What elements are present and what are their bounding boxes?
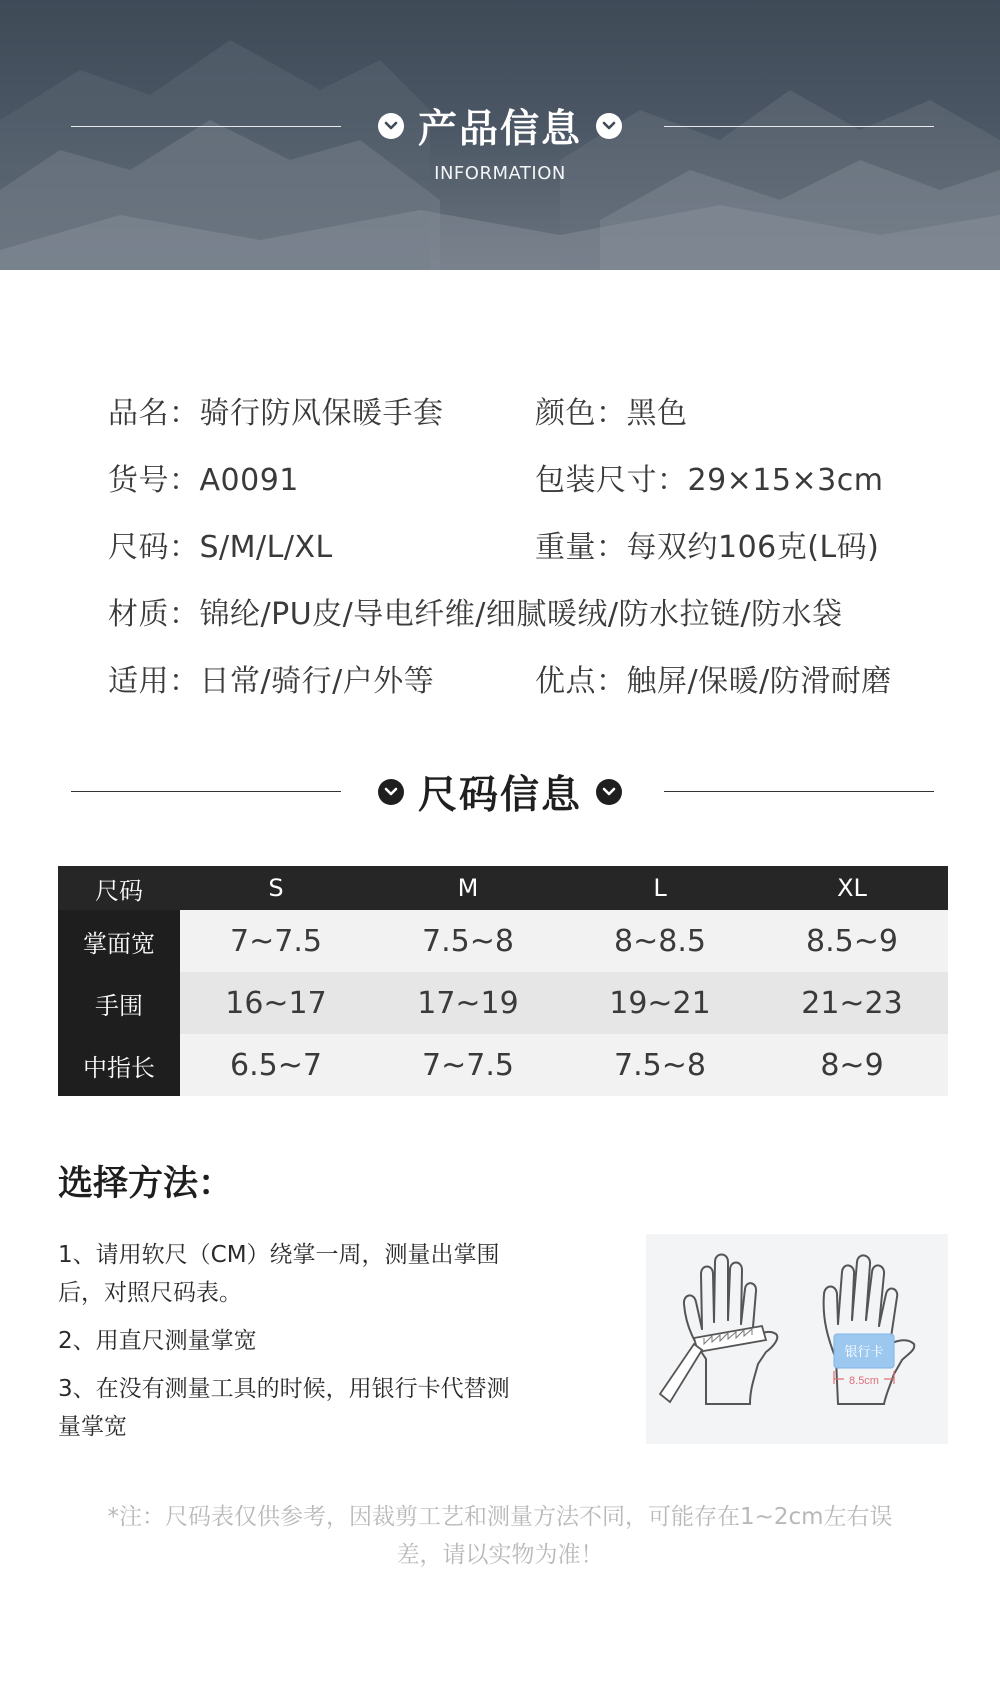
card-measure-label: 8.5cm xyxy=(849,1375,879,1387)
chevron-down-icon xyxy=(596,779,622,805)
table-cell: 6.5~7 xyxy=(180,1034,372,1096)
table-cell: 8.5~9 xyxy=(756,910,948,972)
table-cell: 7~7.5 xyxy=(372,1034,564,1096)
product-advantages: 优点：触屏/保暖/防滑耐磨 xyxy=(535,664,892,699)
chevron-down-icon xyxy=(378,779,404,805)
product-name: 品名：骑行防风保暖手套 xyxy=(108,396,444,431)
table-row xyxy=(58,910,948,972)
row-label: 手围 xyxy=(58,972,180,1034)
table-cell: 21~23 xyxy=(756,972,948,1034)
method-step-3: 3、在没有测量工具的时候，用银行卡代替测量掌宽 xyxy=(58,1376,510,1440)
info-banner xyxy=(0,0,1000,270)
table-cell: 8~9 xyxy=(756,1034,948,1096)
table-header-cell: S xyxy=(180,866,372,910)
hand-measurement-illustration xyxy=(646,1234,948,1444)
table-cell: 16~17 xyxy=(180,972,372,1034)
method-title: 选择方法： xyxy=(58,1164,234,1204)
product-sizes: 尺码：S/M/L/XL xyxy=(108,530,333,565)
size-table-header-row xyxy=(58,866,948,910)
banner-title-row xyxy=(0,98,1000,154)
size-disclaimer-note: *注：尺码表仅供参考，因裁剪工艺和测量方法不同，可能存在1~2cm左右误差，请以实物为准！ xyxy=(107,1504,893,1568)
table-header-cell: 尺码 xyxy=(58,866,180,910)
banner-subtitle: INFORMATION xyxy=(434,163,566,184)
bank-card-icon xyxy=(834,1334,894,1368)
table-cell: 7~7.5 xyxy=(180,910,372,972)
product-package-size: 包装尺寸：29×15×3cm xyxy=(535,463,884,498)
table-cell: 8~8.5 xyxy=(564,910,756,972)
method-step-2: 2、用直尺测量掌宽 xyxy=(58,1328,257,1354)
chevron-down-icon xyxy=(596,113,622,139)
product-weight: 重量：每双约106克(L码) xyxy=(535,530,880,565)
tape-measure-icon xyxy=(660,1326,766,1402)
product-item-no: 货号：A0091 xyxy=(108,463,299,498)
bank-card-label: 银行卡 xyxy=(844,1344,884,1359)
table-cell: 7.5~8 xyxy=(564,1034,756,1096)
table-cell: 17~19 xyxy=(372,972,564,1034)
table-row xyxy=(58,1034,948,1096)
product-color: 颜色：黑色 xyxy=(535,396,688,431)
size-chart-table xyxy=(58,866,948,1096)
method-step-1: 1、请用软尺（CM）绕掌一周，测量出掌围后，对照尺码表。 xyxy=(58,1242,500,1306)
size-section-title: 尺码信息 xyxy=(417,773,582,818)
table-header-cell: XL xyxy=(756,866,948,910)
size-title-row xyxy=(0,764,1000,820)
product-material: 材质：锦纶/PU皮/导电纤维/细腻暖绒/防水拉链/防水袋 xyxy=(108,597,843,632)
row-label: 中指长 xyxy=(58,1034,180,1096)
width-marker-icon xyxy=(834,1371,894,1387)
chevron-down-icon xyxy=(378,113,404,139)
table-cell: 7.5~8 xyxy=(372,910,564,972)
row-label: 掌面宽 xyxy=(58,910,180,972)
banner-title: 产品信息 xyxy=(417,107,582,152)
table-header-cell: M xyxy=(372,866,564,910)
table-row xyxy=(58,972,948,1034)
product-usage: 适用：日常/骑行/户外等 xyxy=(108,664,435,699)
table-cell: 19~21 xyxy=(564,972,756,1034)
table-header-cell: L xyxy=(564,866,756,910)
